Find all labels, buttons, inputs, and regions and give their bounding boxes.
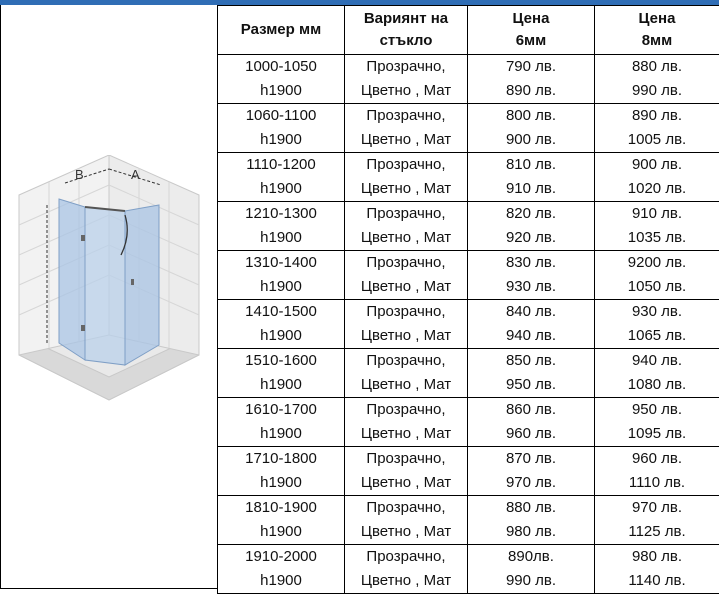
glass-cell: Прозрачно, Цветно , Мат [345,153,468,202]
table-row [218,300,719,349]
size-cell: 1410-1500 h1900 [218,300,345,349]
size-cell: 1910-2000 h1900 [218,545,345,594]
size-cell: 1000-1050 h1900 [218,55,345,104]
table-row [218,447,719,496]
price-6mm-cell: 880 лв. 980 лв. [468,496,595,545]
size-cell: 1110-1200 h1900 [218,153,345,202]
glass-cell: Прозрачно, Цветно , Мат [345,202,468,251]
glass-cell: Прозрачно, Цветно , Мат [345,398,468,447]
size-cell: 1060-1100 h1900 [218,104,345,153]
price-6mm-cell: 820 лв. 920 лв. [468,202,595,251]
table-row [218,349,719,398]
price-8mm-cell: 980 лв. 1140 лв. [595,545,719,594]
table-row [218,153,719,202]
price-8mm-cell: 900 лв. 1020 лв. [595,153,719,202]
table-row [218,55,719,104]
size-cell: 1710-1800 h1900 [218,447,345,496]
table-row [218,496,719,545]
glass-cell: Прозрачно, Цветно , Мат [345,447,468,496]
price-6mm-cell: 890лв. 990 лв. [468,545,595,594]
glass-cell: Прозрачно, Цветно , Мат [345,349,468,398]
price-8mm-cell: 890 лв. 1005 лв. [595,104,719,153]
shower-enclosure-illustration [13,155,205,405]
price-6mm-cell: 790 лв. 890 лв. [468,55,595,104]
table-header-row [218,6,719,55]
price-8mm-cell: 950 лв. 1095 лв. [595,398,719,447]
size-cell: 1610-1700 h1900 [218,398,345,447]
size-cell: 1310-1400 h1900 [218,251,345,300]
price-6mm-cell: 810 лв. 910 лв. [468,153,595,202]
price-6mm-cell: 830 лв. 930 лв. [468,251,595,300]
header-glass-option: Вариянт на стъкло [345,6,468,55]
glass-cell: Прозрачно, Цветно , Мат [345,545,468,594]
price-8mm-cell: 910 лв. 1035 лв. [595,202,719,251]
image-panel [0,5,218,589]
dimension-label-a: A [131,167,140,182]
price-table [217,5,719,594]
price-8mm-cell: 940 лв. 1080 лв. [595,349,719,398]
table-row [218,398,719,447]
header-size: Размер мм [218,6,345,55]
glass-cell: Прозрачно, Цветно , Мат [345,300,468,349]
price-6mm-cell: 870 лв. 970 лв. [468,447,595,496]
price-6mm-cell: 860 лв. 960 лв. [468,398,595,447]
size-cell: 1210-1300 h1900 [218,202,345,251]
size-cell: 1510-1600 h1900 [218,349,345,398]
price-6mm-cell: 850 лв. 950 лв. [468,349,595,398]
price-8mm-cell: 9200 лв. 1050 лв. [595,251,719,300]
table-row [218,104,719,153]
glass-cell: Прозрачно, Цветно , Мат [345,496,468,545]
price-8mm-cell: 930 лв. 1065 лв. [595,300,719,349]
price-table-body [218,55,719,594]
price-8mm-cell: 880 лв. 990 лв. [595,55,719,104]
glass-cell: Прозрачно, Цветно , Мат [345,251,468,300]
price-6mm-cell: 800 лв. 900 лв. [468,104,595,153]
table-row [218,202,719,251]
header-price-6mm: Цена 6мм [468,6,595,55]
table-row [218,545,719,594]
header-price-8mm: Цена 8мм [595,6,719,55]
table-row [218,251,719,300]
price-8mm-cell: 960 лв. 1110 лв. [595,447,719,496]
price-8mm-cell: 970 лв. 1125 лв. [595,496,719,545]
price-6mm-cell: 840 лв. 940 лв. [468,300,595,349]
dimension-label-b: B [75,167,84,182]
glass-cell: Прозрачно, Цветно , Мат [345,104,468,153]
size-cell: 1810-1900 h1900 [218,496,345,545]
glass-cell: Прозрачно, Цветно , Мат [345,55,468,104]
